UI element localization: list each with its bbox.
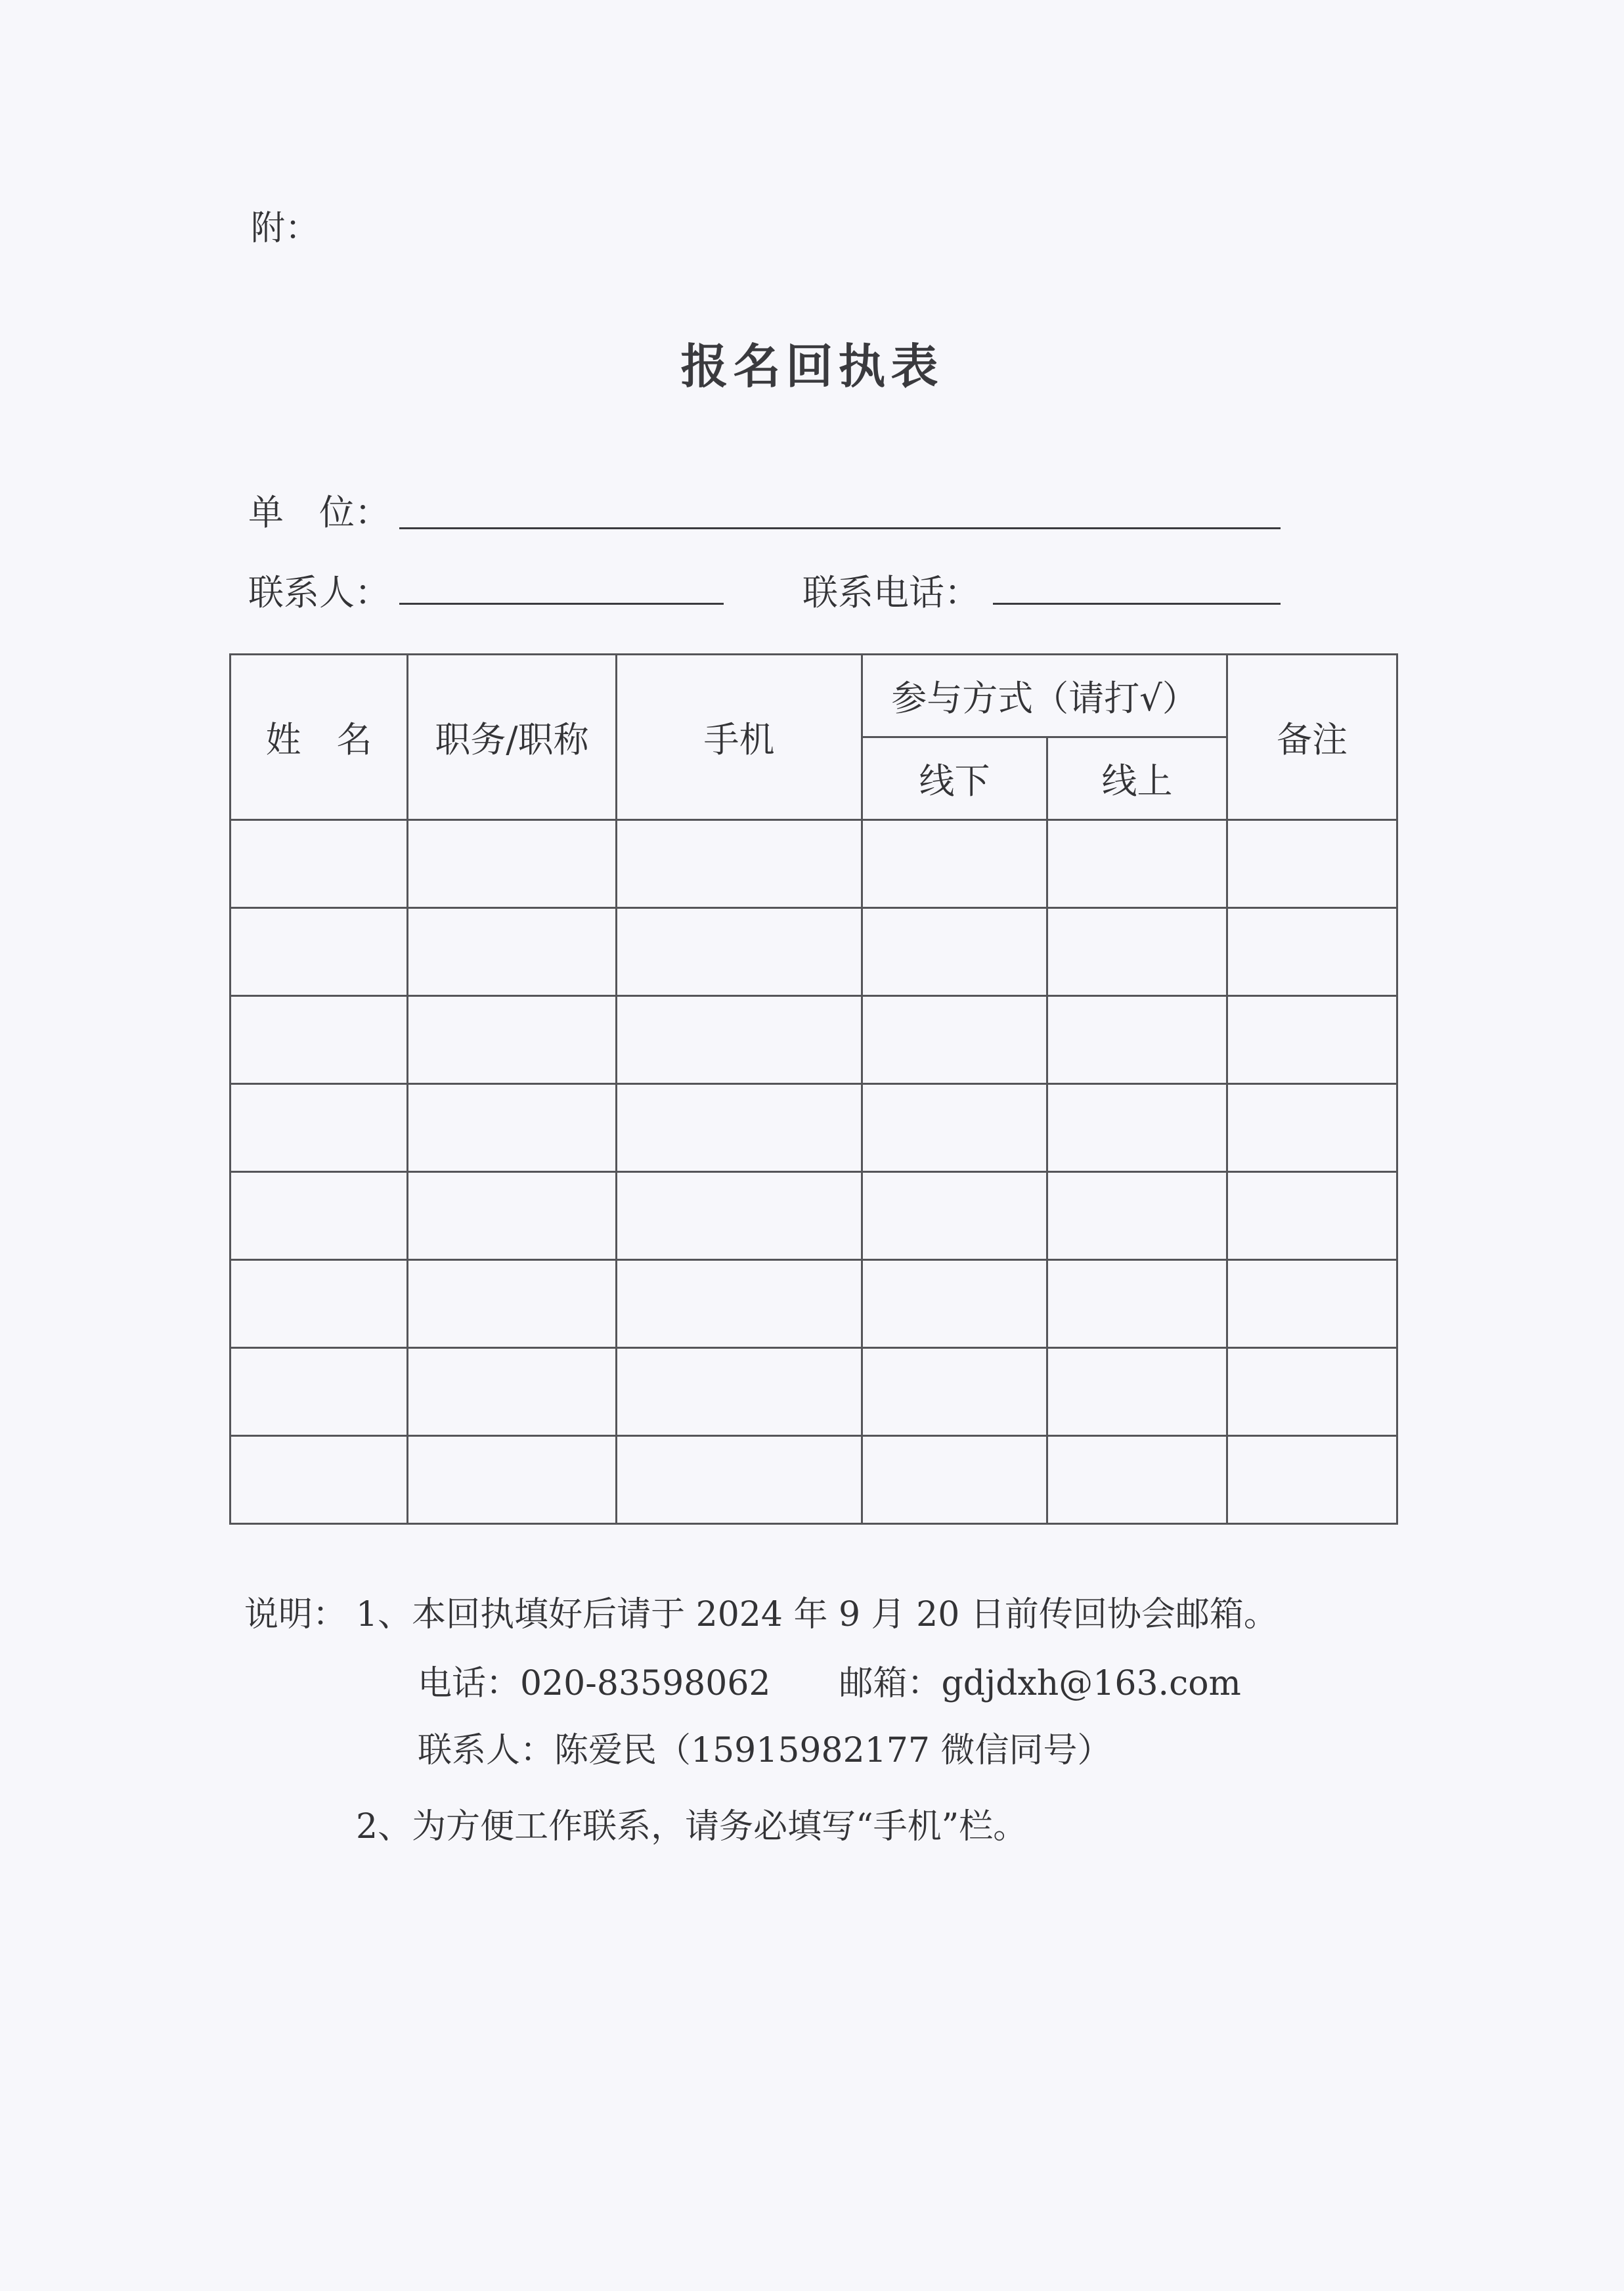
table-row (230, 1260, 1397, 1348)
table-row (230, 1084, 1397, 1172)
cell-name[interactable] (230, 1172, 408, 1260)
cell-online[interactable] (1047, 1260, 1227, 1348)
cell-remarks[interactable] (1227, 996, 1397, 1084)
cell-mobile[interactable] (617, 1436, 862, 1524)
cell-mobile[interactable] (617, 908, 862, 996)
cell-offline[interactable] (862, 1172, 1047, 1260)
cell-online[interactable] (1047, 1172, 1227, 1260)
form-title: 报名回执表 (680, 338, 944, 394)
cell-online[interactable] (1047, 908, 1227, 996)
header-name: 姓 名 (230, 655, 408, 820)
cell-offline[interactable] (862, 820, 1047, 908)
table-row (230, 1348, 1397, 1436)
phone-input-line[interactable] (993, 603, 1281, 605)
cell-name[interactable] (230, 820, 408, 908)
phone-label: 联系电话： (802, 572, 980, 613)
notes-contact: 联系人：陈爱民（15915982177 微信同号） (418, 1731, 1112, 1770)
unit-label: 单 位： (248, 492, 390, 533)
header-remarks: 备注 (1227, 655, 1397, 820)
cell-mobile[interactable] (617, 1084, 862, 1172)
cell-position[interactable] (408, 1436, 617, 1524)
cell-mobile[interactable] (617, 1348, 862, 1436)
cell-position[interactable] (408, 908, 617, 996)
notes-item-1: 1、本回执填好后请于 2024 年 9 月 20 日前传回协会邮箱。 (356, 1595, 1278, 1634)
attachment-label: 附： (251, 209, 320, 248)
table-row (230, 1436, 1397, 1524)
notes-item-2: 2、为方便工作联系，请务必填写“手机”栏。 (356, 1807, 1028, 1846)
cell-position[interactable] (408, 996, 617, 1084)
cell-name[interactable] (230, 908, 408, 996)
cell-name[interactable] (230, 1436, 408, 1524)
cell-position[interactable] (408, 1084, 617, 1172)
cell-position[interactable] (408, 1260, 617, 1348)
unit-input-line[interactable] (399, 527, 1281, 529)
cell-offline[interactable] (862, 1348, 1047, 1436)
cell-mobile[interactable] (617, 1172, 862, 1260)
cell-remarks[interactable] (1227, 1436, 1397, 1524)
cell-online[interactable] (1047, 1084, 1227, 1172)
cell-offline[interactable] (862, 908, 1047, 996)
cell-name[interactable] (230, 1348, 408, 1436)
cell-name[interactable] (230, 1084, 408, 1172)
cell-name[interactable] (230, 1260, 408, 1348)
cell-offline[interactable] (862, 1260, 1047, 1348)
cell-remarks[interactable] (1227, 1084, 1397, 1172)
cell-remarks[interactable] (1227, 908, 1397, 996)
table-row (230, 908, 1397, 996)
header-online: 线上 (1047, 737, 1227, 820)
table-row (230, 1172, 1397, 1260)
cell-online[interactable] (1047, 996, 1227, 1084)
cell-remarks[interactable] (1227, 820, 1397, 908)
cell-online[interactable] (1047, 1348, 1227, 1436)
notes-prefix: 说明： (244, 1595, 347, 1634)
cell-offline[interactable] (862, 1436, 1047, 1524)
cell-position[interactable] (408, 1172, 617, 1260)
cell-online[interactable] (1047, 1436, 1227, 1524)
cell-remarks[interactable] (1227, 1348, 1397, 1436)
cell-mobile[interactable] (617, 996, 862, 1084)
cell-name[interactable] (230, 996, 408, 1084)
header-mobile: 手机 (617, 655, 862, 820)
contact-input-line[interactable] (399, 603, 724, 605)
table-row (230, 820, 1397, 908)
contact-label: 联系人： (248, 572, 390, 613)
table-row (230, 996, 1397, 1084)
header-position: 职务/职称 (408, 655, 617, 820)
cell-mobile[interactable] (617, 1260, 862, 1348)
cell-remarks[interactable] (1227, 1172, 1397, 1260)
cell-online[interactable] (1047, 820, 1227, 908)
cell-offline[interactable] (862, 1084, 1047, 1172)
header-offline: 线下 (862, 737, 1047, 820)
cell-position[interactable] (408, 1348, 617, 1436)
cell-remarks[interactable] (1227, 1260, 1397, 1348)
cell-offline[interactable] (862, 996, 1047, 1084)
cell-position[interactable] (408, 820, 617, 908)
registration-table (229, 653, 1398, 1525)
header-participation: 参与方式（请打√） (862, 655, 1227, 737)
cell-mobile[interactable] (617, 820, 862, 908)
notes-phone-email: 电话：020-83598062 邮箱：gdjdxh@163.com (418, 1664, 1241, 1703)
